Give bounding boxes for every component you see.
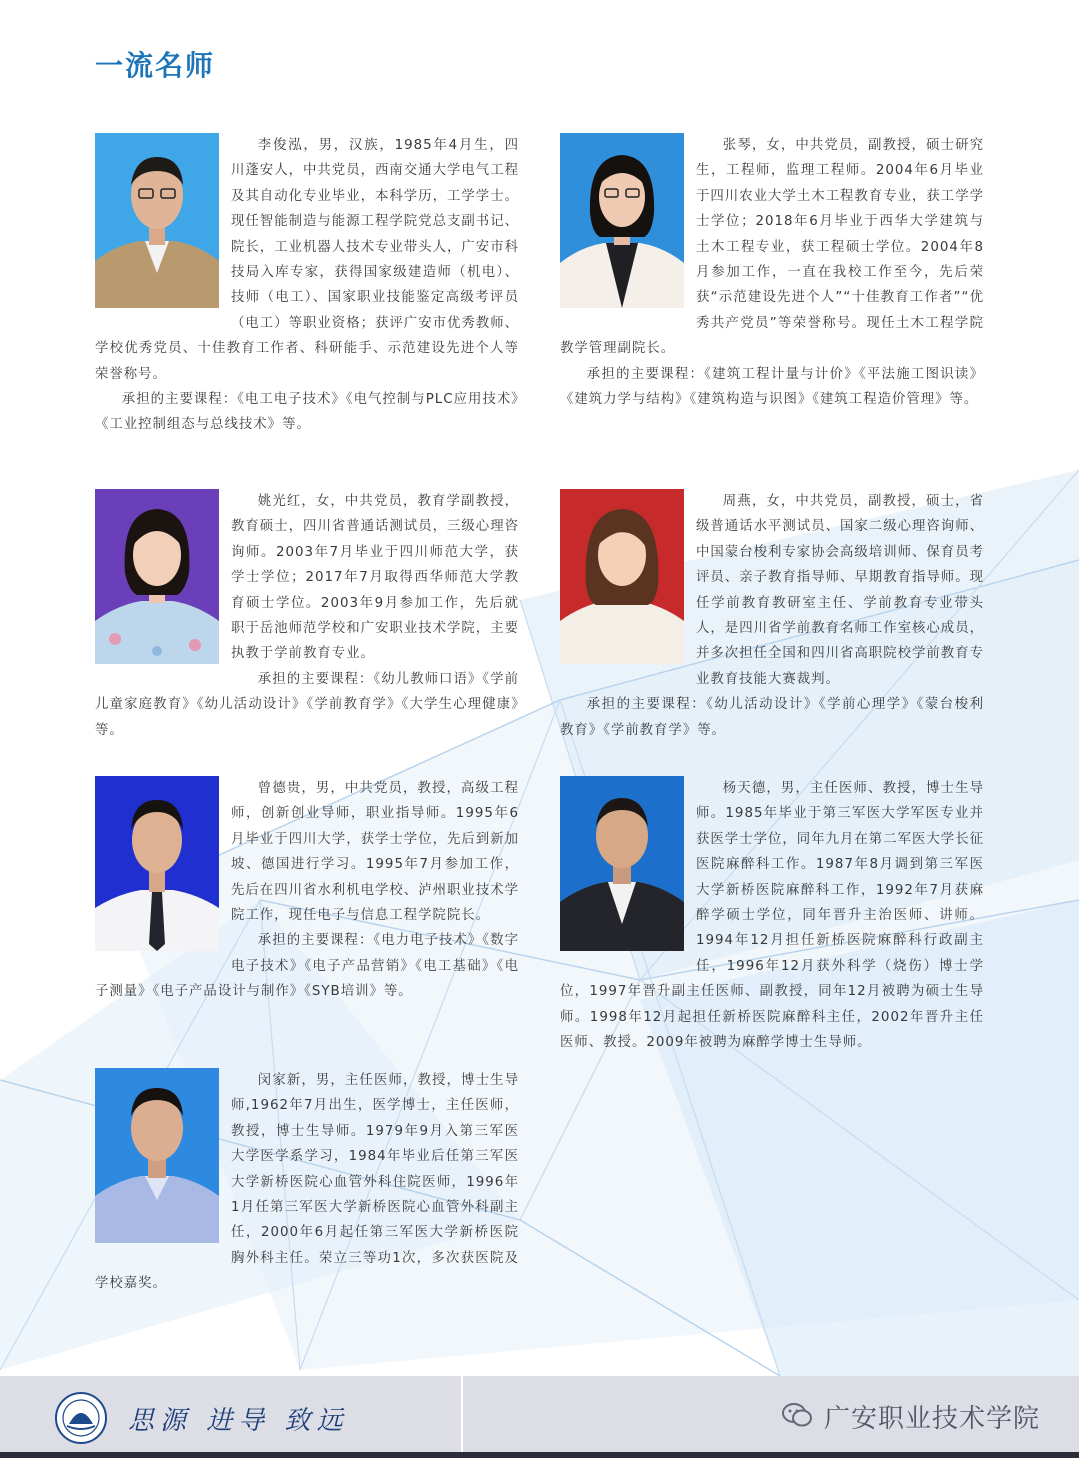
footer-bottom-strip [0,1452,1079,1458]
profile-card [95,1068,519,1297]
portrait-photo [95,776,219,951]
wechat-icon[interactable] [782,1402,812,1428]
bio-text: 杨天德，男，主任医师、教授，博士生导师。1985年毕业于第三军医大学军医专业并获医学士学位，同年九月在第二军医大学长征医院麻醉科工作。1987年8月调到第三军医大学新桥医院麻醉科工作，1992年7月获麻醉学硕士学位，同年晋升主治医师、讲师。1994年12月担任新桥医院麻醉科行政副主任，1996年12月获外科学（烧伤）博士学位，1997年晋升副主任医师、副教授，同年12月被聘为硕士生导师。1998年12月起担任新桥医院麻醉科主任，2002年晋升主任医师、教授。2009年被聘为麻醉学博士生导师。 [560,781,984,1051]
profile-card [560,776,984,1055]
courses-text: 承担的主要课程：《幼儿活动设计》《学前心理学》《蒙台梭利教育》《学前教育学》等。 [560,697,984,738]
courses-text: 承担的主要课程：《建筑工程计量与计价》《平法施工图识读》《建筑力学与结构》《建筑构造与识图》《建筑工程造价管理》等。 [560,366,984,408]
courses-text: 承担的主要课程：《幼儿教师口语》《学前儿童家庭教育》《幼儿活动设计》《学前教育学》《大学生心理健康》等。 [95,671,519,738]
account-name[interactable]: 广安职业技术学院 [824,1404,1041,1434]
portrait-photo [560,776,684,951]
portrait-photo [560,489,684,664]
bio-text: 曾德贵，男，中共党员，教授，高级工程师，创新创业导师，职业指导师。1995年6月毕业于四川大学，获学士学位，先后到新加坡、德国进行学习。1995年7月参加工作，先后在四川省水利机电学校、泸州职业技术学院工作，现任电子与信息工程学院院长。 [231,781,519,924]
profile-card [560,489,984,743]
portrait-photo [95,133,219,308]
profile-card [95,133,519,438]
footer-bar [0,1376,1079,1458]
school-logo-icon [55,1392,107,1444]
page-title: 一流名师 [95,49,216,82]
footer-divider [461,1376,463,1458]
portrait-photo [95,1068,219,1243]
portrait-photo [95,489,219,664]
bio-text: 姚光红，女，中共党员，教育学副教授，教育硕士，四川省普通话测试员，三级心理咨询师。2003年7月毕业于四川师范大学，获学士学位；2017年7月取得西华师范大学教育硕士学位。2003年9月参加工作，先后就职于岳池师范学校和广安职业技术学院，主要执教于学前教育专业。 [231,494,519,662]
profile-card [95,489,519,743]
bio-text: 闵家新，男，主任医师，教授，博士生导师,1962年7月出生，医学博士，主任医师，教授，博士生导师。1979年9月入第三军医大学医学系学习，1984年毕业后任第三军医大学新桥医院心血管外科住院医师，1996年1月任第三军医大学新桥医院心血管外科副主任，2000年6月起任第三军医大学新桥医院胸外科主任。荣立三等功1次，多次获医院及学校嘉奖。 [95,1073,519,1292]
courses-text: 承担的主要课程：《电力电子技术》《数字电子技术》《电子产品营销》《电工基础》《电子测量》《电子产品设计与制作》《SYB培训》等。 [95,933,519,1000]
school-motto: 思源 进导 致远 [128,1406,349,1436]
bio-text: 李俊泓，男，汉族，1985年4月生，四川蓬安人，中共党员，西南交通大学电气工程及其自动化专业毕业，本科学历，工学学士。现任智能制造与能源工程学院党总支副书记、院长，工业机器人技术专业带头人，广安市科技局入库专家，获得国家级建造师（机电）、技师（电工）、国家职业技能鉴定高级考评员（电工）等职业资格；获评广安市优秀教师、学校优秀党员、十佳教育工作者、科研能手、示范建设先进个人等荣誉称号。 [95,138,519,382]
profile-card [95,776,519,1005]
portrait-photo [560,133,684,308]
bio-text: 周燕，女，中共党员，副教授，硕士，省级普通话水平测试员、国家二级心理咨询师、中国蒙台梭利专家协会高级培训师、保育员考评员、亲子教育指导师、早期教育指导师。现任学前教育教研室主任、学前教育专业带头人，是四川省学前教育名师工作室核心成员，并多次担任全国和四川省高职院校学前教育专业教育技能大赛裁判。 [696,494,984,687]
bio-text: 张琴，女，中共党员，副教授，硕士研究生，工程师，监理工程师。2004年6月毕业于四川农业大学土木工程教育专业，获工学学士学位；2018年6月毕业于西华大学建筑与土木工程专业，获工程硕士学位。2004年8月参加工作，一直在我校工作至今，先后荣获“示范建设先进个人”“十佳教育工作者”“优秀共产党员”等荣誉称号。现任土木工程学院教学管理副院长。 [560,138,984,357]
profile-card [560,133,984,412]
courses-text: 承担的主要课程：《电工电子技术》《电气控制与PLC应用技术》《工业控制组态与总线技术》等。 [95,392,519,433]
